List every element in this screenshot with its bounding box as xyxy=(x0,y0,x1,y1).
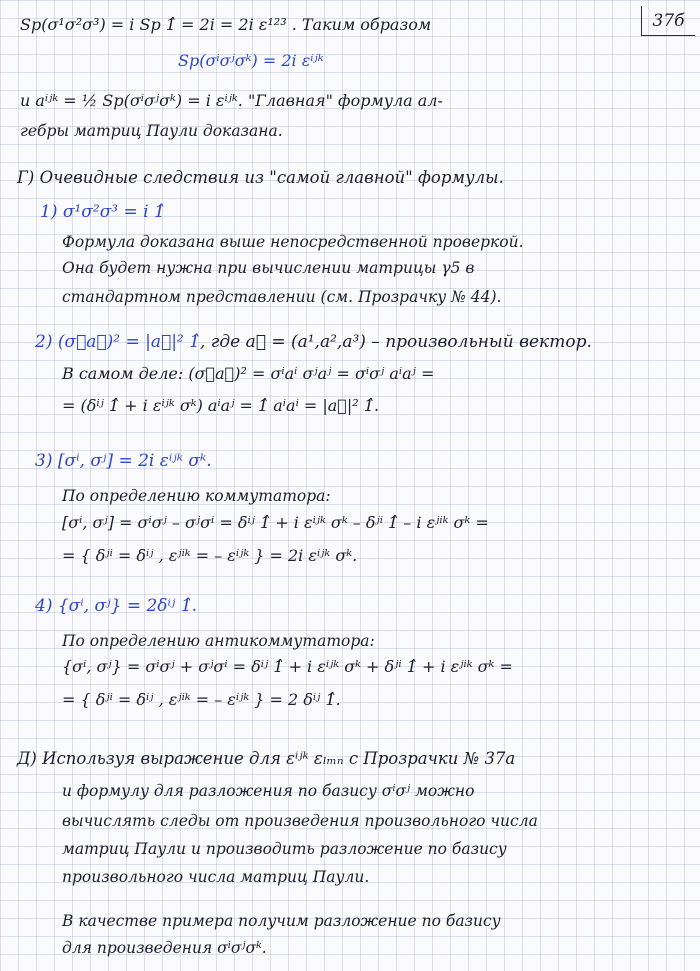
text-line-2-formula: Sp(σⁱσʲσᵏ) = 2i εⁱʲᵏ xyxy=(178,51,324,70)
text-line-27: для произведения σⁱσʲσᵏ. xyxy=(62,939,267,957)
text-line-14: По определению коммутатора: xyxy=(62,487,331,505)
text-line-4: гебры матриц Паули доказана. xyxy=(20,122,283,140)
text-line-16: = { δʲⁱ = δⁱʲ , εʲⁱᵏ = – εⁱʲᵏ } = 2i εⁱʲᵏ σᵏ. xyxy=(62,546,358,565)
text-line-25: произвольного числа матриц Паули. xyxy=(62,868,370,886)
text-line-26: В качестве примера получим разложение по базису xyxy=(62,912,501,930)
text-line-22: и формулу для разложения по базису σⁱσʲ можно xyxy=(62,782,475,800)
text-line-9: стандартном представлении (см. Прозрачку № 44). xyxy=(62,288,502,306)
text-line-19: {σⁱ, σʲ} = σⁱσʲ + σʲσⁱ = δⁱʲ 1̂ + i εⁱʲᵏ σᵏ + δʲⁱ 1̂ + i εʲⁱᵏ σᵏ = xyxy=(62,657,513,676)
section-g-heading: Г) Очевидные следствия из "самой главной" формулы. xyxy=(17,168,504,187)
text-line-8: Она будет нужна при вычислении матрицы γ5 в xyxy=(62,259,475,277)
text-line-20: = { δʲⁱ = δⁱʲ , εʲⁱᵏ = – εⁱʲᵏ } = 2 δⁱʲ 1̂. xyxy=(62,690,341,709)
text-line-24: матриц Паули и производить разложение по базису xyxy=(62,840,507,858)
item-2-formula: 2) (σ⃗a⃗)² = |a⃗|² 1̂ xyxy=(35,332,200,352)
page-number: 37б xyxy=(641,6,695,36)
item-1-formula: 1) σ¹σ²σ³ = i 1̂ xyxy=(40,202,165,222)
text-line-18: По определению антикоммутатора: xyxy=(62,632,375,650)
text-line-15: [σⁱ, σʲ] = σⁱσʲ – σʲσⁱ = δⁱʲ 1̂ + i εⁱʲᵏ σᵏ – δʲⁱ 1̂ – i εʲⁱᵏ σᵏ = xyxy=(62,513,489,532)
item-3-formula: 3) [σⁱ, σʲ] = 2i εⁱʲᵏ σᵏ. xyxy=(35,451,212,471)
item-4-formula: 4) {σⁱ, σʲ} = 2δⁱʲ 1̂. xyxy=(35,596,198,616)
item-2-line xyxy=(35,331,592,353)
text-line-11: В самом деле: (σ⃗a⃗)² = σⁱaⁱ σʲaʲ = σⁱσʲ aⁱaʲ = xyxy=(62,364,435,383)
text-line-23: вычислять следы от произведения произвольного числа xyxy=(62,812,538,830)
item-2-suffix: , где a⃗ = (a¹,a²,a³) – произвольный вектор. xyxy=(199,332,592,352)
section-d-heading: Д) Используя выражение для εⁱʲᵏ εₗₘₙ с Прозрачки № 37а xyxy=(17,749,516,768)
text-line-7: Формула доказана выше непосредственной проверкой. xyxy=(62,233,524,251)
text-line-1: Sp(σ¹σ²σ³) = i Sp 1̂ = 2i = 2i ε¹²³ . Таким образом xyxy=(20,15,432,34)
text-line-12: = (δⁱʲ 1̂ + i εⁱʲᵏ σᵏ) aⁱaʲ = 1̂ aⁱaⁱ = |a⃗|² 1̂. xyxy=(62,396,380,415)
text-line-3: и aⁱʲᵏ = ½ Sp(σⁱσʲσᵏ) = i εⁱʲᵏ. "Главная" формула ал- xyxy=(20,91,443,110)
